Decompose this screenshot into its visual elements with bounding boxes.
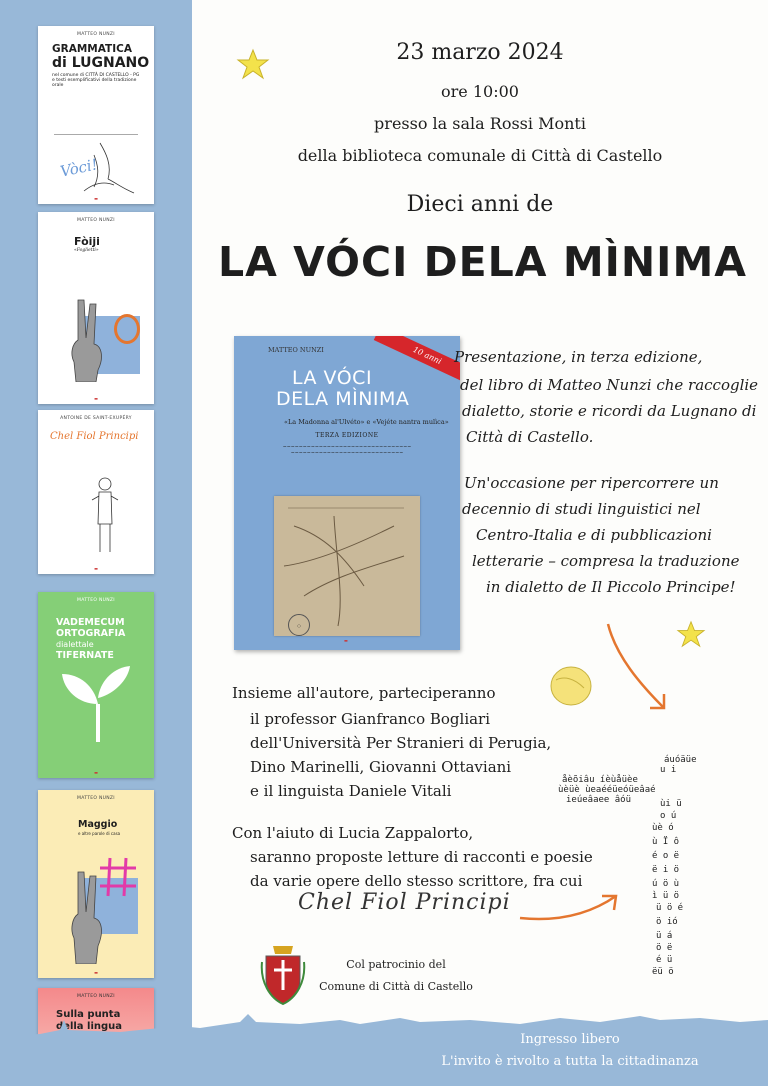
planet-icon bbox=[548, 664, 594, 708]
svg-text:o ú: o ú bbox=[660, 811, 677, 821]
svg-text:ö ió: ö ió bbox=[656, 917, 678, 927]
cover-title: Maggio bbox=[78, 819, 118, 830]
readings-line: saranno proposte letture di racconti e poesie bbox=[250, 848, 593, 866]
sprout-icon bbox=[58, 664, 138, 744]
cover-author: MATTEO NUNZI bbox=[77, 994, 115, 999]
patronage-text: Comune di Città di Castello bbox=[319, 980, 473, 993]
svg-text:ùè ó: ùè ó bbox=[652, 823, 674, 833]
presentation-line: Presentazione, in terza edizione, bbox=[454, 348, 703, 366]
participants-line: Dino Marinelli, Giovanni Ottaviani bbox=[250, 758, 512, 776]
victory-hand-icon bbox=[68, 298, 112, 382]
svg-text:ù Ï ô: ù Ï ô bbox=[652, 837, 680, 847]
book-title-line: LA VÓCI bbox=[292, 367, 373, 389]
svg-text:u i: u i bbox=[660, 765, 677, 775]
page-title: LA VÓCI DELA MÌNIMA bbox=[218, 238, 747, 286]
svg-text:ì ü ö: ì ü ö bbox=[652, 891, 680, 901]
book-description: ~~~~~~~~~~~~~~~~~~~~~~~~~~~~~~~~ ~~~~~~~~~~~~~~~~~~~~~~~~~~~~ bbox=[282, 445, 412, 456]
book-edition: TERZA EDIZIONE bbox=[315, 432, 379, 439]
book-covers-column bbox=[0, 0, 192, 1086]
cover-author: MATTEO NUNZI bbox=[77, 598, 115, 603]
presentation-line: letterarie – compresa la traduzione bbox=[472, 552, 740, 570]
cover-title-line: della lingua bbox=[56, 1021, 123, 1032]
cover-author: MATTEO NUNZI bbox=[77, 218, 115, 223]
letter-prince-figure bbox=[556, 748, 724, 980]
cover-title: Chel Fiol Principi bbox=[50, 431, 139, 442]
cover-title: di LUGNANO bbox=[52, 55, 150, 71]
presentation-line: decennio di studi linguistici nel bbox=[462, 500, 701, 518]
orange-circle bbox=[114, 314, 140, 344]
participants-line: dell'Università Per Stranieri di Perugia, bbox=[250, 734, 552, 752]
cover-author: MATTEO NUNZI bbox=[77, 32, 115, 37]
city-skyline-band bbox=[0, 1010, 768, 1086]
cover-title bbox=[56, 617, 154, 661]
little-prince-icon bbox=[90, 474, 120, 556]
presentation-line: Città di Castello. bbox=[466, 428, 594, 446]
svg-text:ieúeâaee âóü: ieúeâaee âóü bbox=[566, 795, 632, 805]
presentation-line: del libro di Matteo Nunzi che raccoglie bbox=[460, 376, 759, 394]
footer-invite: L'invito è rivolto a tutta la cittadinanza bbox=[441, 1054, 699, 1069]
cover-chel-fiol-principi bbox=[38, 410, 154, 574]
svg-text:ü á: ü á bbox=[656, 931, 673, 941]
presentation-line: in dialetto de Il Piccolo Principe! bbox=[486, 578, 736, 596]
participants-line: Insieme all'autore, parteciperanno bbox=[232, 684, 496, 702]
anniversary-heading: Dieci anni de bbox=[406, 192, 554, 217]
star-icon bbox=[676, 620, 706, 648]
cover-vademecum bbox=[38, 592, 154, 778]
presentation-line: Un'occasione per ripercorrere un bbox=[464, 474, 719, 492]
svg-text:ë i ö: ë i ö bbox=[652, 865, 680, 875]
svg-text:ú ö ù: ú ö ù bbox=[652, 879, 680, 889]
cover-subtitle: e altre parole di casa bbox=[78, 831, 121, 836]
cover-title: Fòiji bbox=[74, 235, 100, 248]
svg-text:áuóäüe: áuóäüe bbox=[664, 755, 697, 765]
event-date: 23 marzo 2024 bbox=[396, 40, 564, 65]
publisher-logo: ▬ bbox=[344, 638, 348, 643]
arrow-down-icon bbox=[604, 620, 674, 716]
event-place: presso la sala Rossi Monti bbox=[374, 114, 586, 133]
cover-title-line: Sulla punta bbox=[56, 1009, 121, 1020]
book-title bbox=[276, 367, 460, 410]
publisher-logo: ▬ bbox=[94, 770, 98, 775]
book-title-line: DELA MÌNIMA bbox=[276, 388, 410, 410]
readings-line: da varie opere dello stesso scrittore, fra cui bbox=[250, 872, 583, 890]
cover-maggio bbox=[38, 790, 154, 978]
book-subtitle: «La Madonna al'Ulvéto» e «Vejéte nantra mulìca» bbox=[284, 418, 449, 426]
book-author: MATTEO NUNZI bbox=[268, 346, 324, 354]
publisher-logo: ▬ bbox=[94, 396, 98, 401]
participants-line: il professor Gianfranco Bogliari bbox=[250, 710, 491, 728]
participants-line: e il linguista Daniele Vitali bbox=[250, 782, 452, 800]
cover-author: ANTOINE DE SAINT-EXUPÉRY bbox=[60, 416, 132, 421]
cover-title-line: dialettale bbox=[56, 640, 94, 649]
cover-subtitle: «Foglietti» bbox=[74, 248, 99, 253]
svg-text:åèõiâu íèùåüèe: åèõiâu íèùåüèe bbox=[562, 775, 638, 785]
event-place: della biblioteca comunale di Città di Castello bbox=[297, 146, 663, 165]
svg-text:ùèüè ùeaééüeóüeâaé: ùèüè ùeaééüeóüeâaé bbox=[558, 785, 656, 795]
cover-author: MATTEO NUNZI bbox=[77, 796, 115, 801]
cover-title: GRAMMATICA bbox=[52, 43, 132, 55]
cover-subtitle: nel comune di CITTÀ DI CASTELLO - PG e testi esemplificativi della tradizione orale bbox=[52, 73, 140, 88]
star-icon bbox=[236, 48, 270, 80]
hand-drawing bbox=[54, 134, 138, 196]
cover-grammatica bbox=[38, 26, 154, 204]
cover-title-line: TIFERNATE bbox=[56, 650, 114, 661]
svg-text:ü ö é: ü ö é bbox=[656, 903, 684, 913]
svg-text:é o ë: é o ë bbox=[652, 851, 680, 861]
svg-text:ùi ü: ùi ü bbox=[660, 799, 682, 809]
publisher-logo: ▬ bbox=[94, 566, 98, 571]
edition-seal: ○ bbox=[288, 614, 310, 636]
event-time: ore 10:00 bbox=[441, 82, 519, 101]
svg-text:é ü: é ü bbox=[656, 955, 673, 965]
footer-free-entry: Ingresso libero bbox=[520, 1032, 620, 1047]
presentation-line: Centro-Italia e di pubblicazioni bbox=[476, 526, 712, 544]
presentation-line: dialetto, storie e ricordi da Lugnano di bbox=[462, 402, 757, 420]
cover-title-line: VADEMECUM bbox=[56, 617, 125, 628]
hash-symbol-icon bbox=[98, 856, 138, 898]
municipal-crest-icon bbox=[260, 942, 306, 1006]
cover-foiji bbox=[38, 212, 154, 404]
drawn-word: Vòci! bbox=[58, 155, 100, 181]
patronage-text: Col patrocinio del bbox=[346, 958, 446, 971]
cover-title-line: ORTOGRAFIA bbox=[56, 628, 126, 639]
featured-book-cover bbox=[234, 336, 460, 650]
publisher-logo: ▬ bbox=[94, 970, 98, 975]
book-signature-title: Chel Fiol Principi bbox=[298, 890, 511, 915]
svg-text:ëü ö: ëü ö bbox=[652, 967, 674, 977]
anniversary-ribbon: 10 anni bbox=[374, 336, 460, 386]
readings-line: Con l'aiuto di Lucia Zappalorto, bbox=[232, 824, 474, 842]
publisher-logo: ▬ bbox=[94, 196, 98, 201]
svg-text:ö ë: ö ë bbox=[656, 943, 673, 953]
